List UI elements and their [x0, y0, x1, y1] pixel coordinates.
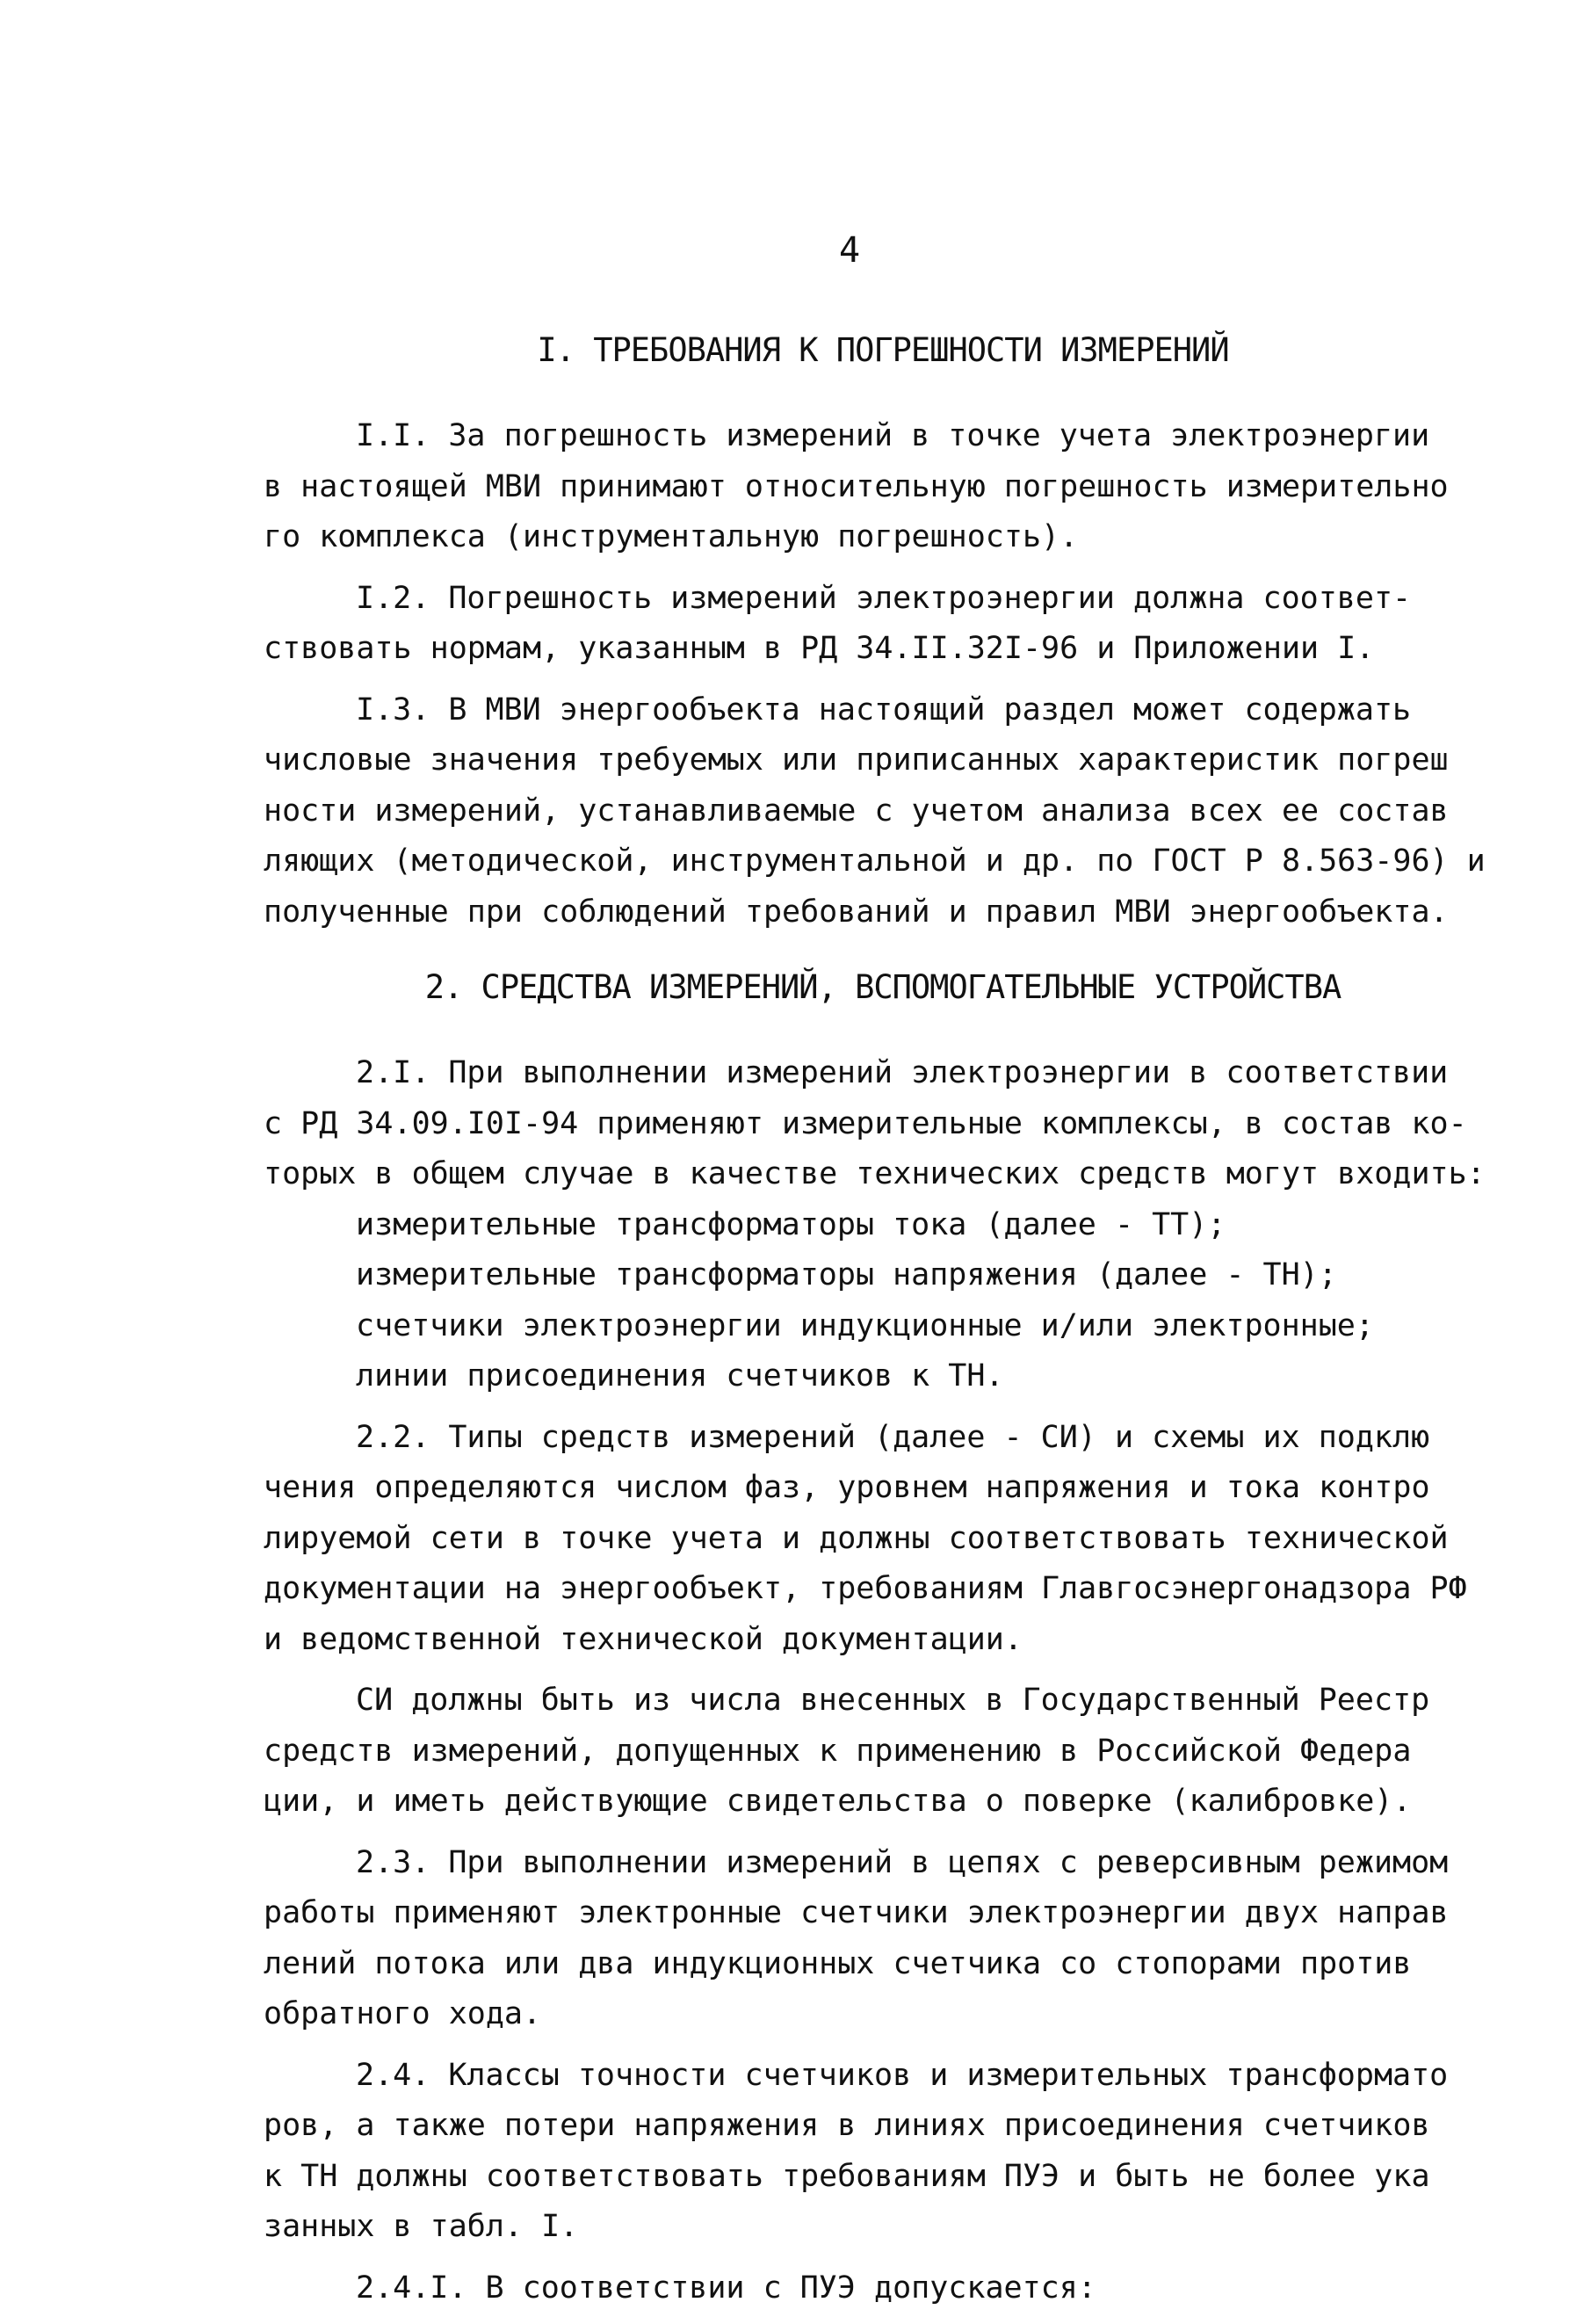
section-1-title: I. ТРЕБОВАНИЯ К ПОГРЕШНОСТИ ИЗМЕРЕНИЙ: [537, 331, 1229, 369]
text-line: и ведомственной технической документации.: [264, 1621, 1023, 1657]
text-line: занных в табл. I.: [264, 2209, 579, 2244]
text-line: полученные при соблюдений требований и правил МВИ энергообъекта.: [264, 894, 1449, 930]
text-line: с РД 34.09.I0I-94 применяют измерительные комплексы, в состав ко-: [264, 1105, 1467, 1141]
text-line: документации на энергообъект, требованиям Главгосэнергонадзора РФ: [264, 1571, 1467, 1606]
paragraph-1-2: [264, 574, 1502, 675]
text-line: лений потока или два индукционных счетчика со стопорами против: [264, 1945, 1412, 1981]
text-line: 2.I. При выполнении измерений электроэнергии в соответствии: [356, 1055, 1449, 1090]
text-line: ров, а также потери напряжения в линиях присоединения счетчиков: [264, 2108, 1430, 2143]
text-line: ствовать нормам, указанным в РД 34.II.32I-96 и Приложении I.: [264, 631, 1375, 666]
text-line: 2.4.I. В соответствии с ПУЭ допускается:: [356, 2270, 1096, 2306]
text-line: ции, и иметь действующие свидетельства о поверке (калибровке).: [264, 1784, 1412, 1819]
text-line: СИ должны быть из числа внесенных в Государственный Реестр: [356, 1683, 1430, 1718]
text-line: 2.4. Классы точности счетчиков и измерительных трансформато: [356, 2057, 1449, 2093]
paragraph-2-1: [264, 1048, 1502, 1402]
text-line: 2.2. Типы средств измерений (далее - СИ) и схемы их подклю: [356, 1419, 1430, 1455]
text-line: го комплекса (инструментальную погрешность).: [264, 519, 1079, 554]
section-2-title: 2. СРЕДСТВА ИЗМЕРЕНИЙ, ВСПОМОГАТЕЛЬНЫЕ УСТРОЙСТВА: [424, 968, 1342, 1006]
text-line: обратного хода.: [264, 1996, 542, 2031]
paragraph-2-4: [264, 2051, 1502, 2253]
text-line: к ТН должны соответствовать требованиям ПУЭ и быть не более ука: [264, 2158, 1430, 2194]
paragraph-1-1: [264, 411, 1502, 563]
text-line: ляющих (методической, инструментальной и др. по ГОСТ Р 8.563-96) и: [264, 843, 1486, 879]
text-line: в настоящей МВИ принимают относительную погрешность измерительно: [264, 468, 1449, 504]
text-line: I.3. В МВИ энергообъекта настоящий раздел может содержать: [356, 691, 1412, 728]
text-line: I.2. Погрешность измерений электроэнергии должна соответ-: [356, 580, 1412, 616]
text-line: 2.3. При выполнении измерений в цепях с реверсивным режимом: [356, 1844, 1449, 1880]
text-line: I.I. За погрешность измерений в точке учета электроэнергии: [356, 418, 1430, 453]
text-line: чения определяются числом фаз, уровнем напряжения и тока контро: [264, 1470, 1430, 1505]
text-line: работы применяют электронные счетчики электроэнергии двух направ: [264, 1895, 1449, 1930]
list-item: счетчики электроэнергии индукционные и/или электронные;: [356, 1307, 1374, 1343]
list-item: измерительные трансформаторы тока (далее - ТТ);: [356, 1206, 1226, 1242]
text-line: ности измерений, устанавливаемые с учетом анализа всех ее состав: [264, 793, 1449, 829]
text-column: [264, 325, 1502, 2324]
paragraph-2-3: [264, 1838, 1502, 2040]
page-number: 4: [839, 230, 861, 271]
text-line: средств измерений, допущенных к применению в Российской Федера: [264, 1733, 1412, 1769]
paragraph-2-2: [264, 1413, 1502, 1666]
text-line: лируемой сети в точке учета и должны соответствовать технической: [264, 1520, 1449, 1556]
list-item: измерительные трансформаторы напряжения (далее - ТН);: [356, 1257, 1337, 1292]
paragraph-2-2-registry: [264, 1676, 1502, 1828]
paragraph-2-4-1: [264, 2263, 1502, 2314]
text-line: торых в общем случае в качестве технических средств могут входить:: [264, 1156, 1486, 1191]
text-line: числовые значения требуемых или приписанных характеристик погреш: [264, 742, 1449, 778]
list-item: линии присоединения счетчиков к ТН.: [356, 1358, 1004, 1394]
paragraph-1-3: [264, 685, 1502, 938]
